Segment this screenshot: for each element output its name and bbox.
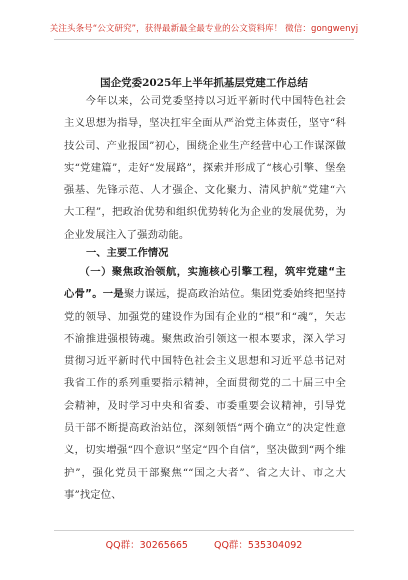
qq-group-2: QQ群：535304092 bbox=[213, 540, 303, 551]
qq-group-1: QQ群：30265665 bbox=[105, 540, 188, 551]
promo-header: 关注头条号“公文研究”，获得最新最全最专业的公文资料库！ 微信：gongwenyj bbox=[49, 24, 359, 34]
subsection-body: 聚力谋远，提高政治站位。集团党委始终把坚持党的领导、加强党的建设作为国有企业的“根”和“魂”，矢志不渝推进强根铸魂。聚焦政治引领这一根本要求，深入学习贯彻习近平新时代中国特色社会主义思想和习近平总书记对我省工作的系列重要指示精神，全面贯彻党的二十届三中全会精神，及时学习中央和省委、市委重要会议精神，引导党员干部不断提高政治站位，深刻领悟“两个确立”的决定性意义，切实增强“四个意识”坚定“四个自信”，坚决做到“两个维护”，强化党员干部聚焦““国之大者”、省之大计、市之大事”找定位、 bbox=[64, 288, 346, 501]
document-title: 国企党委2025年上半年抓基层党建工作总结 bbox=[100, 77, 308, 89]
intro-paragraph: 今年以来，公司党委坚持以习近平新时代中国特色社会主义思想为指导，坚决扛牢全面从严治党主体责任，坚守“科技公司、产业报国”初心，围绕企业生产经营中心工作谋深做实“党建篇”，走好“发展路”，探索并形成了“核心引擎、堡垒强基、先锋示范、人才强企、文化聚力、清风护航”党建“六大工程”，把政治优势和组织优势转化为企业的发展优势，为企业发展注入了强劲动能。 bbox=[64, 95, 346, 241]
footer-divider bbox=[54, 530, 354, 531]
qq-footer bbox=[0, 537, 408, 551]
section-heading: 一、主要工作情况 bbox=[86, 247, 169, 259]
header-divider bbox=[54, 39, 354, 40]
subsection-paragraph bbox=[64, 261, 346, 506]
point-lead: 一是 bbox=[102, 288, 124, 301]
subsection-heading: （一）聚焦政治领航，实施核心引擎工程，筑牢党建“主心骨”。 bbox=[64, 266, 346, 301]
